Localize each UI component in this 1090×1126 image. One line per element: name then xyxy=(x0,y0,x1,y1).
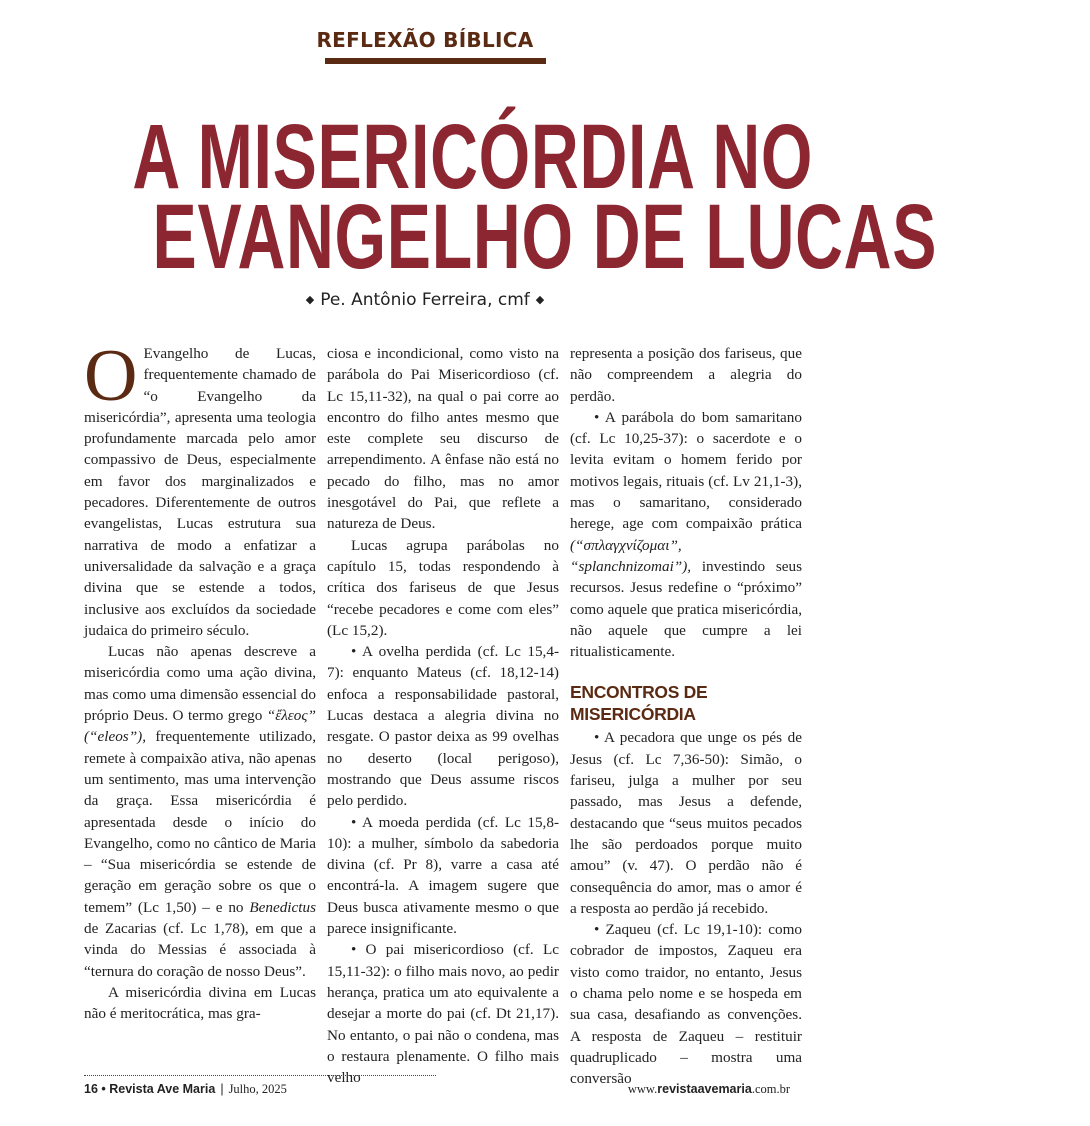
bullet-paragraph: • O pai misericordioso (cf. Lc 15,11-32): o filho mais novo, ao pedir herança, pratica um ato equivalente a desejar a morte do pai (cf. Dt 21,17). No entanto, o pai não o condena, mas o restaura plenamente. O filho mais velho xyxy=(327,941,559,1087)
diamond-icon: ◆ xyxy=(305,293,315,306)
greek-term: “ἔλεος” (“eleos”), xyxy=(84,707,316,746)
article-column-2 xyxy=(327,343,559,1088)
page-number-magazine: 16 • Revista Ave Maria xyxy=(84,1082,216,1096)
paragraph xyxy=(84,641,316,982)
footer-folio xyxy=(84,1082,287,1097)
bullet-paragraph xyxy=(570,407,802,663)
bullet-paragraph: • A ovelha perdida (cf. Lc 15,4-7): enquanto Mateus (cf. 18,12-14) enfoca a responsabilidade pastoral, Lucas destaca a alegria divina no resgate. O pastor deixa as 99 ovelhas no deserto (local perigoso), mostrando que Deus assume riscos pelo perdido. xyxy=(327,643,559,810)
paragraph: representa a posição dos fariseus, que não compreendem a alegria do perdão. xyxy=(570,345,802,405)
section-kicker: REFLEXÃO BÍBLICA xyxy=(316,28,534,52)
paragraph-text: • A parábola do bom samaritano (cf. Lc 10,25-37): o sacerdote e o levita evitam o homem ferido por motivos legais, rituais (cf. Lv 21,1-3), mas o samaritano, considerado herege, age com compaixão prática xyxy=(570,408,802,533)
paragraph: A misericórdia divina em Lucas não é meritocrática, mas gra- xyxy=(84,983,316,1023)
section-subheading: ENCONTROS DE MISERICÓRDIA xyxy=(570,682,708,725)
drop-cap: O xyxy=(84,335,138,417)
footer-divider xyxy=(84,1075,436,1076)
paragraph-text: Lucas não apenas descreve a misericórdia como uma ação divina, mas como uma dimensão essencial do próprio Deus. O termo grego xyxy=(84,643,316,725)
paragraph-text: de Zacarias (cf. Lc 1,78), em que a vinda do Messias é associada à “ternura do coração de nosso Deus”. xyxy=(84,920,316,980)
website-link[interactable] xyxy=(628,1082,790,1097)
diamond-icon: ◆ xyxy=(535,293,545,306)
paragraph-text: Evangelho de Lucas, frequentemente chamado de “o Evangelho da misericórdia”, apresenta uma teologia profundamente marcada pelo amor compassivo de Deus, especialmente em favor dos marginalizados e pecadores. Diferentemente de outros evangelistas, Lucas estrutura sua narrativa de modo a enfatizar a universalidade da salvação e a graça divina que se estende a todos, inclusive aos excluídos da sociedade judaica do primeiro século. xyxy=(84,345,316,639)
byline xyxy=(0,290,850,310)
title-text-1: A MISERICÓRDIA NO xyxy=(132,106,814,208)
title-text-2: EVANGELHO DE LUCAS xyxy=(152,186,938,288)
greek-term: (“σπλαγχνίζομαι”, “splanchnizomai”), xyxy=(570,536,692,575)
kicker-underline xyxy=(325,58,546,64)
paragraph: ciosa e incondicional, como visto na parábola do Pai Misericordioso (cf. Lc 15,11-32), na qual o pai corre ao encontro do filho antes mesmo que este complete seu discurso de arrependimento. A ênfase não está no pecado do filho, mas no amor inesgotável do Pai, que reflete a natureza de Deus. xyxy=(327,345,559,533)
benedictus-term: Benedictus xyxy=(249,898,316,916)
url-domain: revistaavemaria xyxy=(657,1082,752,1096)
bullet-paragraph: • A moeda perdida (cf. Lc 15,8-10): a mulher, símbolo da sabedoria divina (cf. Pr 8), varre a casa até encontrá-la. A imagem sugere que Deus busca ativamente mesmo o que parece insignificante. xyxy=(327,813,559,938)
paragraph: Lucas agrupa parábolas no capítulo 15, todas respondendo à crítica dos fariseus de que Jesus “recebe pecadores e come com eles” (Lc 15,2). xyxy=(327,536,559,639)
paragraph-text: investindo seus recursos. Jesus redefine o “próximo” como aquele que pratica misericórdia, não aquele que cumpre a lei ritualisticamente. xyxy=(570,557,802,661)
article-column-3 xyxy=(570,343,802,1090)
url-prefix: www. xyxy=(627,1082,658,1096)
article-title-line-2 xyxy=(0,186,938,288)
bullet-paragraph: • A pecadora que unge os pés de Jesus (cf. Lc 7,36-50): Simão, o fariseu, julga a mulher por seu passado, mas Jesus a defende, destacando que “seus muitos pecados lhe são perdoados porque muito amou” (v. 47). O perdão não é consequência do amor, mas o amor é a resposta ao perdão já recebido. xyxy=(570,729,802,917)
footer-separator: | xyxy=(220,1082,224,1096)
url-suffix: .com.br xyxy=(751,1082,790,1096)
paragraph xyxy=(84,335,316,641)
author-name: Pe. Antônio Ferreira, cmf xyxy=(320,290,530,310)
article-column-1 xyxy=(84,335,316,1025)
paragraph-text: frequentemente utilizado, remete à compaixão ativa, não apenas um sentimento, mas uma intervenção da graça. Essa misericórdia é apresentada desde o início do Evangelho, como no cântico de Maria – “Sua misericórdia se estende de geração em geração sobre os que o temem” (Lc 1,50) – e no xyxy=(84,728,316,916)
issue-date: Julho, 2025 xyxy=(228,1082,287,1096)
bullet-paragraph: • Zaqueu (cf. Lc 19,1-10): como cobrador de impostos, Zaqueu era visto como traidor, no entanto, Jesus o chama pelo nome e se hospeda em sua casa, desafiando as convenções. A resposta de Zaqueu – restituir quadruplicado – mostra uma conversão xyxy=(570,921,802,1088)
